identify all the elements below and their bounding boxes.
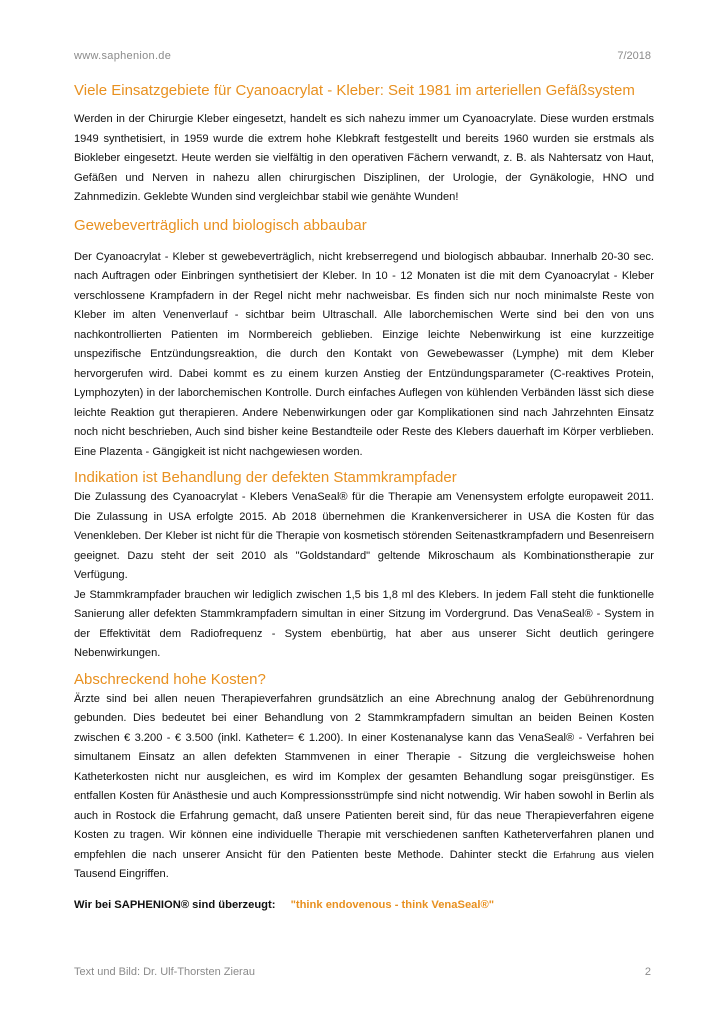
section-heading-einsatzgebiete: Viele Einsatzgebiete für Cyanoacrylat - Kleber: Seit 1981 im arteriellen Gefäßsystem [74, 82, 635, 99]
section-heading-gewebevertraeglich: Gewebeverträglich und biologisch abbaubar [74, 216, 367, 234]
tagline [74, 899, 654, 911]
section-heading-indikation: Indikation ist Behandlung der defekten Stammkrampfader [74, 469, 457, 486]
document-body [74, 80, 654, 911]
page-number: 2 [644, 966, 651, 978]
paragraph-indikation-1: Die Zulassung des Cyanoacrylat - Klebers VenaSeal® für die Therapie am Venensystem erfolgte europaweit 2011. Die Zulassung in USA erfolgte 2015. Ab 2018 übernehmen die Krankenversicherer in USA die Kosten für das Venenkleben. Der Kleber ist nicht für die Therapie von kosmetisch störenden Seitenastkrampfadern und Besenreisern geeignet. Dazu steht der seit 2010 als "Goldstandard" geltende Mikroschaum als Kombinationstherapie zur Verfügung. [74, 491, 654, 581]
paragraph-gewebevertraeglich: Der Cyanoacrylat - Kleber st gewebeverträglich, nicht krebserregend und biologisch abbaubar. Innerhalb 20-30 sec. nach Auftragen oder Einbringen synthetisiert der Kleber. In 10 - 12 Monaten ist die mit dem Cyanoacrylat - Kleber verschlossene Krampfadern in der Regel nicht mehr nachweisbar. Es finden sich nur noch minimalste Reste von Kleber im alten Venenverlauf - sichtbar beim Ultraschall. Alle laborchemischen Werte sind bei den von uns nachkontrollierten Patienten im Normbereich geblieben. Einzige leichte Nebenwirkung ist eine kurzzeitige unspezifische Entzündungsreaktion, die durch den Kontakt von Gewebewasser (Lymphe) mit dem Kleber hervorgerufen wird. Dabei kommt es zu einem kurzen Anstieg der Entzündungsparameter (C-reaktives Protein, Lymphozyten) in der laborchemischen Kontrolle. Durch einfaches Auflegen von kühlenden Verbänden lässt sich diese leichte Reaktion gut therapieren. Andere Nebenwirkungen oder gar Komplikationen sind nach Jahrzehnten Einsatz noch nicht beschrieben, Auch sind bisher keine Bestandteile oder Reste des Klebers dauerhaft im Körper verblieben. Eine Plazenta - Gängigkeit ist nicht nachgewiesen worden. [74, 250, 654, 458]
author-credit: Text und Bild: Dr. Ulf-Thorsten Zierau [74, 966, 255, 978]
tagline-lead: Wir bei SAPHENION® sind überzeugt: [74, 898, 276, 911]
paragraph-kosten [74, 690, 654, 885]
section-heading-kosten: Abschreckend hohe Kosten? [74, 670, 266, 688]
paragraph-indikation-2: Je Stammkrampfader brauchen wir lediglich zwischen 1,5 bis 1,8 ml des Klebers. In jedem Fall steht die funktionelle Sanierung aller defekten Stammkrampfadern simultan in einer Sitzung im Vordergrund. Das VenaSeal® - System in der Effektivität dem Radiofrequenz - System ebenbürtig, hat aber aus unserer Sicht deutlich geringere Nebenwirkungen. [74, 588, 654, 659]
paragraph-kosten-tail: aus vielen Tausend Eingriffen. [74, 848, 654, 880]
small-word-erfahrung: Erfahrung [553, 849, 596, 861]
website-url: www.saphenion.de [74, 50, 172, 62]
issue-date: 7/2018 [617, 50, 651, 62]
tagline-quote: "think endovenous - think VenaSeal®" [290, 898, 495, 911]
paragraph-kosten-main: Ärzte sind bei allen neuen Therapieverfahren grundsätzlich an eine Abrechnung analog der Gebührenordnung gebunden. Dies bedeutet bei einer Behandlung von 2 Stammkrampfadern simultan an beiden Beinen Kosten zwischen € 3.200 - € 3.500 (inkl. Katheter= € 1.200). In einer Kostenanalyse kann das VenaSeal® - Verfahren bei simultanem Einsatz an allen defekten Stammvenen in einer Therapie - Sitzung die vergleichsweise hohen Katheterkosten nicht nur ausgleichen, es wird im Komplex der gesamten Behandlung sogar preisgünstiger. Es entfallen Kosten für Anästhesie und auch Kompressionsstrümpfe sind nicht notwendig. Wir haben sowohl in Berlin als auch in Rostock die Erfahrung gemacht, daß unsere Patienten bereit sind, für das neue Therapieverfahren eigene Kosten zu tragen. Wir können eine individuelle Therapie mit verschiedenen sanften Katheterverfahren planen und empfehlen die nach unserer Ansicht für den Patienten beste Methode. Dahinter steckt die [74, 692, 654, 861]
paragraph-einsatzgebiete: Werden in der Chirurgie Kleber eingesetzt, handelt es sich nahezu immer um Cyanoacrylate. Diese wurden erstmals 1949 synthetisiert, in 1959 wurde die extrem hohe Klebkraft festgestellt und bereits 1960 wurden sie erstmals als Biokleber eingesetzt. Heute werden sie vielfältig in den operativen Fächern verwandt, z. B. als Nahtersatz von Haut, Gefäßen und Nerven in nahezu allen chirurgischen Disziplinen, der Urologie, der Gynäkologie, HNO und Zahnmedizin. Geklebte Wunden sind vergleichbar stabil wie genähte Wunden! [74, 113, 654, 203]
